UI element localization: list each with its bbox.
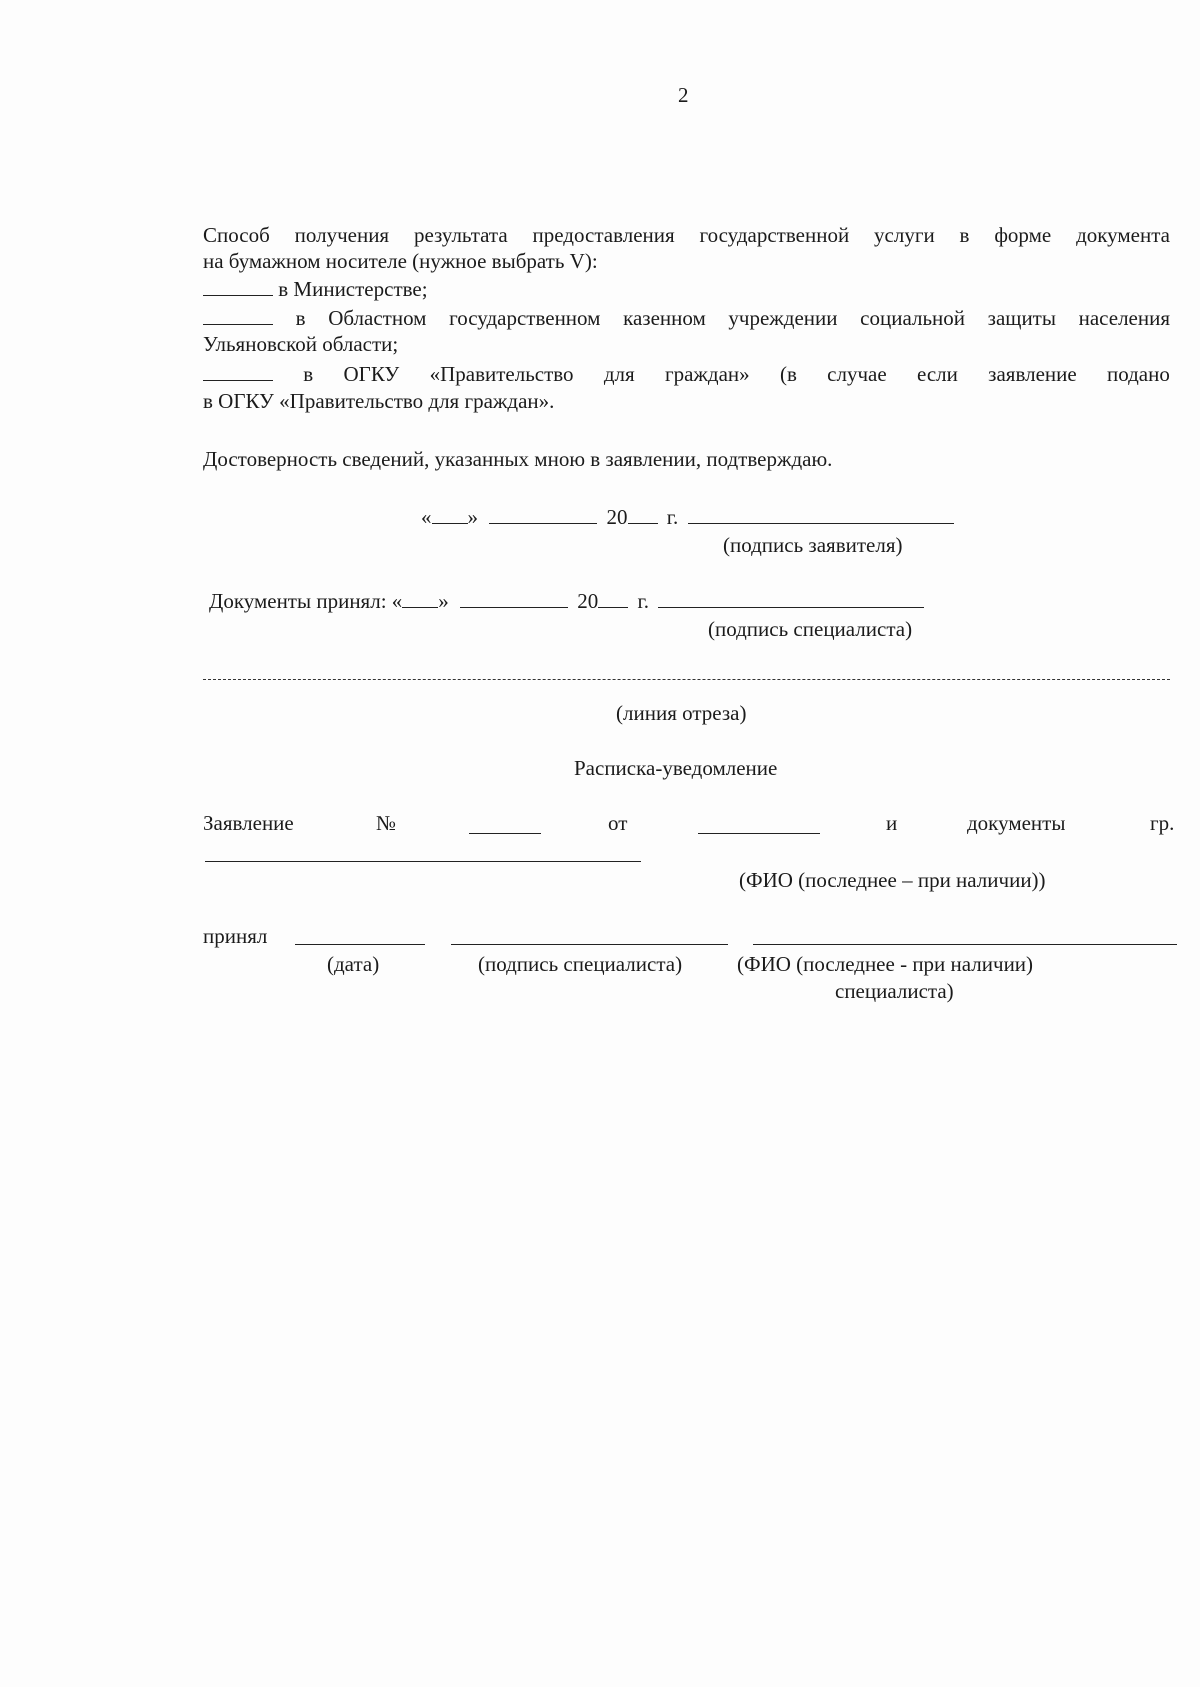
day-field[interactable] <box>402 589 438 608</box>
receipt-specialist-fio-caption-line-1: (ФИО (последнее - при наличии) <box>737 952 1034 976</box>
month-field[interactable] <box>460 589 568 608</box>
receipt-signature-caption: (подпись специалиста) <box>478 952 683 976</box>
cut-line-label: (линия отреза) <box>616 701 747 725</box>
receipt-from-word: от <box>608 811 628 835</box>
option-ogku-word: граждан» <box>664 362 750 386</box>
option-ogku-line-1 <box>203 361 1170 387</box>
option-regional-label: в Областном государственном казенном учреждении социальной защиты населения <box>295 306 1171 330</box>
year-field[interactable] <box>598 589 628 608</box>
option-ogku-word: «Правительство <box>429 362 574 386</box>
receipt-accepted-fio-field[interactable] <box>753 944 1177 945</box>
receipt-accepted-signature-field[interactable] <box>451 944 728 945</box>
option-ogku-blank[interactable] <box>203 362 273 381</box>
page-number: 2 <box>678 83 689 107</box>
open-quote: « <box>391 589 403 613</box>
specialist-signature-field[interactable] <box>658 589 924 608</box>
year-suffix: г. <box>666 505 679 529</box>
receipt-number-sign: № <box>376 811 397 835</box>
close-quote: » <box>438 589 449 613</box>
receipt-citizen-abbr: гр. <box>1150 811 1175 835</box>
option-regional-line-1 <box>203 305 1170 331</box>
day-field[interactable] <box>432 505 468 524</box>
specialist-signature-caption: (подпись специалиста) <box>708 617 913 641</box>
year-prefix: 20 <box>606 505 628 529</box>
accepted-row <box>209 588 924 614</box>
receipt-specialist-fio-caption-line-2: специалиста) <box>835 979 954 1003</box>
receipt-accepted-date-field[interactable] <box>295 944 425 945</box>
option-ogku-word: случае <box>827 362 887 386</box>
option-ogku-word: в <box>303 362 314 386</box>
applicant-signature-field[interactable] <box>688 505 954 524</box>
cut-line <box>203 679 1170 680</box>
option-ogku-line-2: в ОГКУ «Правительство для граждан». <box>203 389 555 413</box>
receipt-and-word: и <box>886 811 898 835</box>
confirmation-text: Достоверность сведений, указанных мною в заявлении, подтверждаю. <box>203 447 833 471</box>
receipt-fio-caption: (ФИО (последнее – при наличии)) <box>739 868 1046 892</box>
applicant-date-row <box>421 504 954 530</box>
receipt-accepted-label: принял <box>203 924 268 948</box>
option-ministry-blank[interactable] <box>203 277 273 296</box>
applicant-signature-caption: (подпись заявителя) <box>723 533 903 557</box>
year-field[interactable] <box>628 505 658 524</box>
accepted-label: Документы принял: <box>209 589 387 613</box>
receipt-documents-word: документы <box>967 811 1066 835</box>
option-regional-blank[interactable] <box>203 306 273 325</box>
open-quote: « <box>421 505 432 529</box>
month-field[interactable] <box>489 505 597 524</box>
option-ogku-word: для <box>603 362 635 386</box>
receipt-date-caption: (дата) <box>327 952 380 976</box>
option-ogku-word: ОГКУ <box>343 362 400 386</box>
close-quote: » <box>467 505 478 529</box>
receipt-statement-word: Заявление <box>203 811 294 835</box>
option-ministry <box>203 276 428 302</box>
option-ogku-word: (в <box>779 362 797 386</box>
receipt-date-field[interactable] <box>698 833 820 834</box>
option-ogku-word: подано <box>1106 362 1170 386</box>
receipt-number-field[interactable] <box>469 833 541 834</box>
method-line-2: на бумажном носителе (нужное выбрать V): <box>203 249 598 273</box>
receipt-title: Расписка-уведомление <box>574 756 778 780</box>
option-ogku-word: заявление <box>988 362 1077 386</box>
year-prefix: 20 <box>577 589 599 613</box>
receipt-fio-field[interactable] <box>205 861 641 862</box>
option-ministry-label: в Министерстве; <box>278 277 428 301</box>
method-line-1: Способ получения результата предоставления государственной услуги в форме документа <box>203 223 1170 247</box>
option-regional-line-2: Ульяновской области; <box>203 332 399 356</box>
year-suffix: г. <box>637 589 650 613</box>
option-ogku-word: если <box>916 362 958 386</box>
